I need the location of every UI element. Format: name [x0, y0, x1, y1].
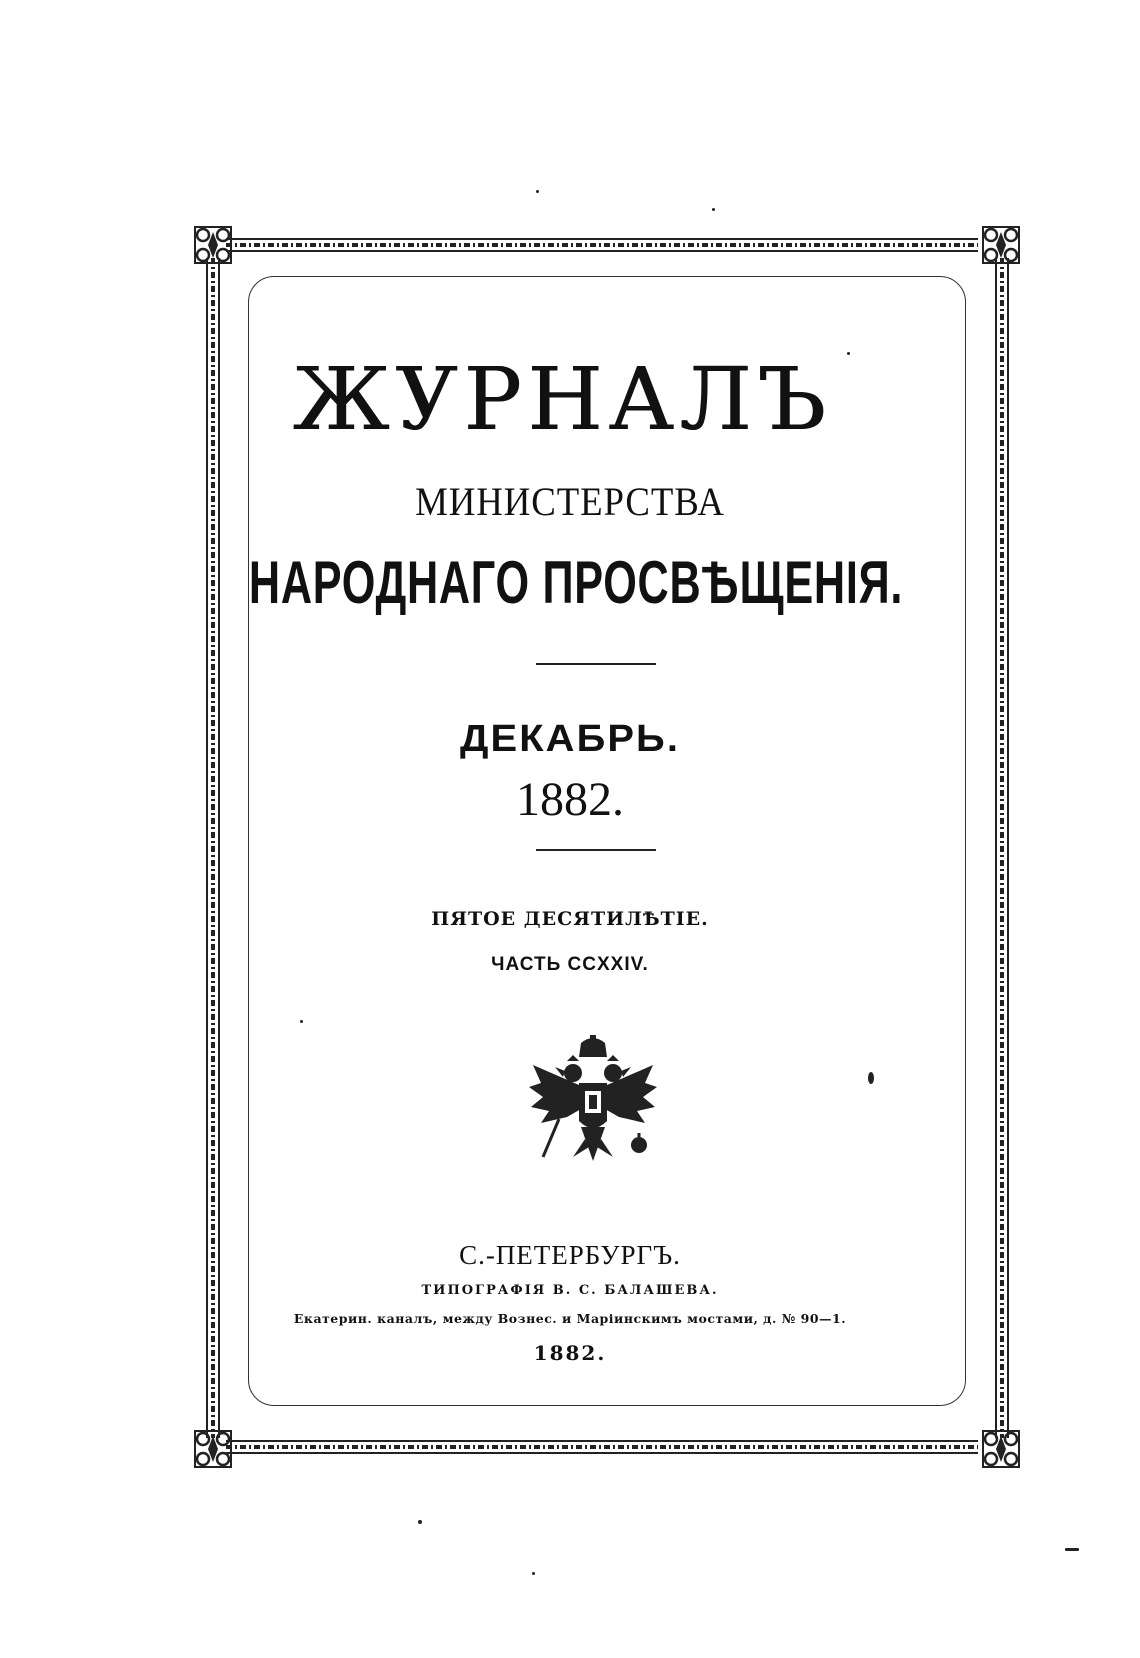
scan-speck: [868, 1072, 874, 1084]
issue-month: ДЕКАБРЬ.: [459, 718, 681, 760]
scan-speck: [300, 1020, 303, 1023]
ornament-corner-icon: [980, 1428, 1022, 1470]
ornamental-border-bottom: [226, 1440, 978, 1454]
ornamental-border-top: [226, 238, 978, 252]
divider-rule: [536, 849, 656, 851]
ornament-corner-icon: [192, 1428, 234, 1470]
imprint-city: С.-ПЕТЕРБУРГЪ.: [459, 1240, 681, 1270]
divider-rule: [536, 663, 656, 665]
scan-speck: [536, 190, 539, 193]
imprint-year: 1882.: [533, 1341, 607, 1365]
scan-speck: [712, 208, 715, 211]
ministry-subtitle: МИНИСТЕРСТВА: [415, 479, 725, 524]
imprint-address: Екатерин. каналъ, между Вознес. и Маріинскимъ мостами, д. № 90—1.: [293, 1311, 847, 1326]
ornament-corner-icon: [980, 224, 1022, 266]
journal-title: ЖУРНАЛЪ: [292, 350, 832, 450]
series-decade: ПЯТОЕ ДЕСЯТИЛѢТІЕ.: [431, 908, 709, 930]
scan-speck: [847, 352, 850, 355]
scan-speck: [418, 1520, 422, 1524]
public-education-subtitle: НАРОДНАГО ПРОСВѢЩЕНІЯ.: [248, 549, 904, 616]
issue-year: 1882.: [516, 773, 624, 826]
imprint-printer: ТИПОГРАФІЯ В. С. БАЛАШЕВА.: [421, 1283, 719, 1298]
scan-speck: [1065, 1548, 1079, 1551]
scan-speck: [532, 1572, 535, 1575]
ornament-corner-icon: [192, 224, 234, 266]
double-headed-eagle-icon: [523, 1035, 663, 1175]
series-part: ЧАСТЬ CCXXIV.: [491, 954, 649, 975]
